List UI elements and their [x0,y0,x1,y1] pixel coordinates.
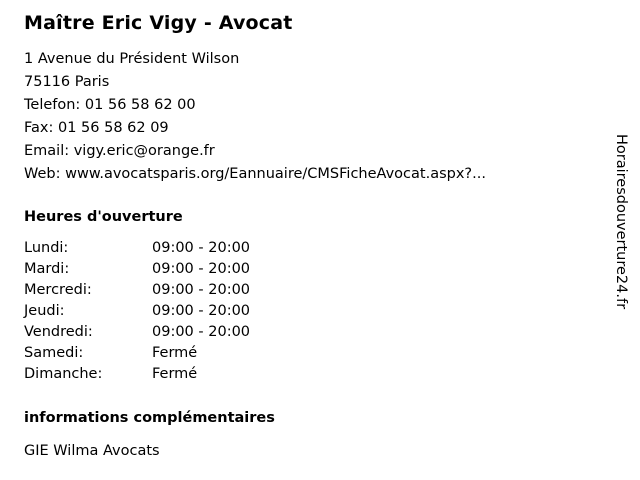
opening-hours-table [24,238,312,385]
table-row [24,343,312,364]
hours-day: Mercredi: [24,282,92,298]
address-line-street: 1 Avenue du Président Wilson [24,51,240,67]
watermark-text: Horairesdouverture24.fr [613,134,629,310]
hours-time: Fermé [152,366,198,382]
table-row [24,301,312,322]
additional-info-heading: informations complémentaires [24,410,275,426]
table-row [24,259,312,280]
page-title: Maître Eric Vigy - Avocat [24,12,293,34]
address-line-web: Web: www.avocatsparis.org/Eannuaire/CMSFicheAvocat.aspx?... [24,166,486,182]
hours-time: 09:00 - 20:00 [152,303,251,319]
address-line-email: Email: vigy.eric@orange.fr [24,143,215,159]
hours-time: Fermé [152,345,198,361]
hours-day: Dimanche: [24,366,103,382]
address-block [24,48,584,186]
table-row [24,238,312,259]
table-row [24,280,312,301]
hours-day: Jeudi: [24,303,65,319]
address-line-fax: Fax: 01 56 58 62 09 [24,120,169,136]
business-listing [24,12,584,461]
watermark-sidebar [610,0,634,480]
hours-time: 09:00 - 20:00 [152,240,251,256]
hours-time: 09:00 - 20:00 [152,282,251,298]
additional-info-text: GIE Wilma Avocats [24,443,160,459]
opening-hours-heading: Heures d'ouverture [24,209,183,225]
address-line-city: 75116 Paris [24,74,110,90]
address-line-phone: Telefon: 01 56 58 62 00 [24,97,196,113]
hours-day: Lundi: [24,240,69,256]
hours-day: Mardi: [24,261,70,277]
hours-time: 09:00 - 20:00 [152,261,251,277]
hours-day: Vendredi: [24,324,93,340]
hours-day: Samedi: [24,345,84,361]
table-row [24,322,312,343]
table-row [24,364,312,385]
hours-time: 09:00 - 20:00 [152,324,251,340]
